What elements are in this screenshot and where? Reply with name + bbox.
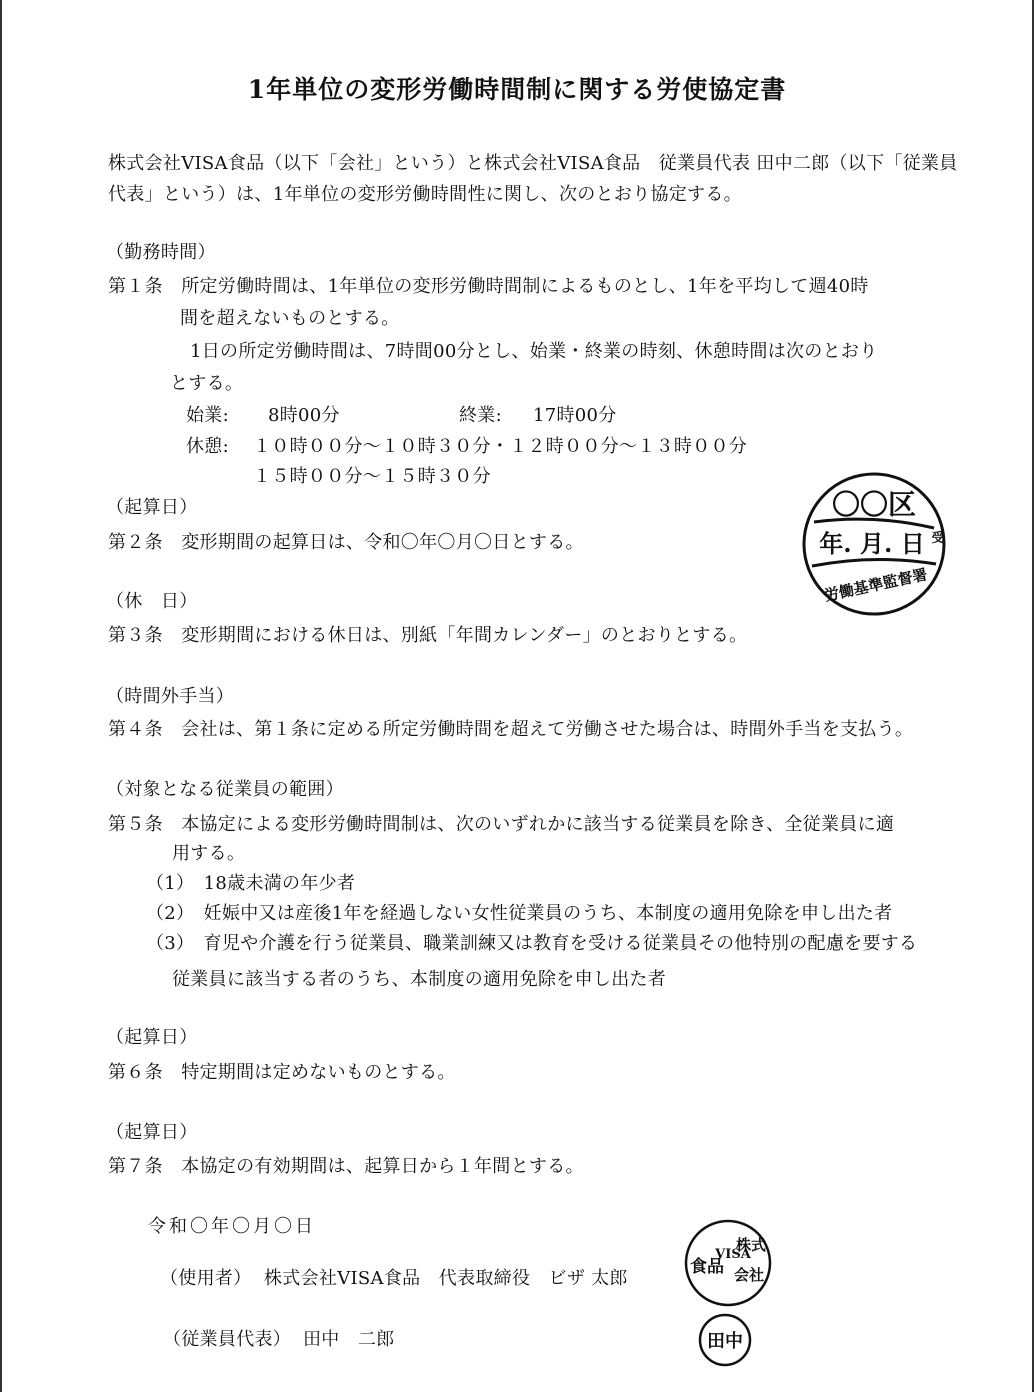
- break-time-line-1: １０時００分～１０時３０分・１２時００分～１３時００分: [253, 436, 748, 457]
- article-3-heading: （休 日）: [106, 591, 198, 612]
- stamp-office-ward: 〇〇区: [831, 488, 917, 521]
- rep-seal-text: 田中: [707, 1331, 743, 1352]
- company-seal-col-3: 食品: [690, 1257, 724, 1277]
- article-6-text: 第６条 特定期間は定めないものとする。: [108, 1062, 456, 1083]
- stamp-office-date: 年. 月. 日: [819, 529, 925, 558]
- article-3-text: 第３条 変形期間における休日は、別紙「年間カレンダー」のとおりとする。: [108, 625, 748, 646]
- stamp-office-name: 労働基準監督署: [822, 565, 930, 605]
- article-5-line-1: 第５条 本協定による変形労働時間制は、次のいずれかに該当する従業員を除き、全従業員に適: [108, 814, 895, 835]
- start-time-value: 8時00分: [268, 405, 340, 426]
- article-5-item-3-continued: 従業員に該当する者のうち、本制度の適用免除を申し出た者: [172, 969, 667, 990]
- intro-line-1: 株式会社VISA食品（以下「会社」という）と株式会社VISA食品 従業員代表 田中二郎（以下「従業員: [108, 153, 958, 174]
- employee-rep-seal: [697, 1312, 753, 1368]
- company-seal-col-2: VISA: [715, 1247, 751, 1262]
- stamp-office-received: 受: [931, 531, 945, 546]
- employer-label: （使用者）: [160, 1268, 252, 1289]
- article-1-line-3: 1日の所定労働時間は、7時間00分とし、始業・終業の時刻、休憩時間は次のとおり: [190, 341, 878, 362]
- article-6-heading: （起算日）: [106, 1027, 198, 1048]
- article-7-text: 第７条 本協定の有効期間は、起算日から１年間とする。: [108, 1156, 584, 1177]
- article-4-text: 第４条 会社は、第１条に定める所定労働時間を超えて労働させた場合は、時間外手当を支払う。: [108, 719, 914, 740]
- end-time-value: 17時00分: [533, 405, 617, 426]
- article-7-heading: （起算日）: [106, 1122, 198, 1143]
- document-title: 1年単位の変形労働時間制に関する労使協定書: [247, 75, 787, 104]
- employer-name: 株式会社VISA食品 代表取締役 ビザ 太郎: [264, 1268, 628, 1289]
- company-seal-col-1: 株式: [735, 1236, 767, 1254]
- break-time-label: 休憩:: [186, 436, 229, 457]
- agreement-date: 令和〇年〇月〇日: [148, 1216, 316, 1237]
- article-1-line-2: 間を超えないものとする。: [180, 308, 400, 329]
- article-5-item-1: （1） 18歳未満の年少者: [146, 873, 356, 894]
- article-5-item-3: （3） 育児や介護を行う従業員、職業訓練又は教育を受ける従業員その他特別の配慮を要する: [146, 933, 918, 954]
- article-1-line-1: 第１条 所定労働時間は、1年単位の変形労働時間制によるものとし、1年を平均して週40時: [108, 276, 869, 297]
- article-2-heading: （起算日）: [106, 497, 198, 518]
- page-border-left: [0, 0, 2, 1392]
- company-seal-col-4: 会社: [733, 1266, 765, 1284]
- article-1-heading: （勤務時間）: [106, 242, 216, 263]
- end-time-label: 終業:: [459, 405, 502, 426]
- article-5-heading: （対象となる従業員の範囲）: [106, 779, 344, 800]
- employee-rep-label: （従業員代表）: [163, 1329, 292, 1350]
- article-2-text: 第２条 変形期間の起算日は、令和〇年〇月〇日とする。: [108, 532, 584, 553]
- article-4-heading: （時間外手当）: [106, 686, 235, 707]
- article-5-item-2: （2） 妊娠中又は産後1年を経過しない女性従業員のうち、本制度の適用免除を申し出た者: [146, 903, 893, 924]
- start-time-label: 始業:: [186, 405, 229, 426]
- intro-line-2: 代表」という）は、1年単位の変形労働時間性に関し、次のとおり協定する。: [108, 184, 742, 205]
- labor-office-receipt-stamp: [800, 470, 948, 618]
- break-time-line-2: １５時００分～１５時３０分: [253, 466, 491, 487]
- article-5-line-2: 用する。: [172, 843, 246, 864]
- company-seal: [683, 1218, 773, 1308]
- employee-rep-name: 田中 二郎: [303, 1329, 395, 1350]
- article-1-line-4: とする。: [170, 373, 244, 394]
